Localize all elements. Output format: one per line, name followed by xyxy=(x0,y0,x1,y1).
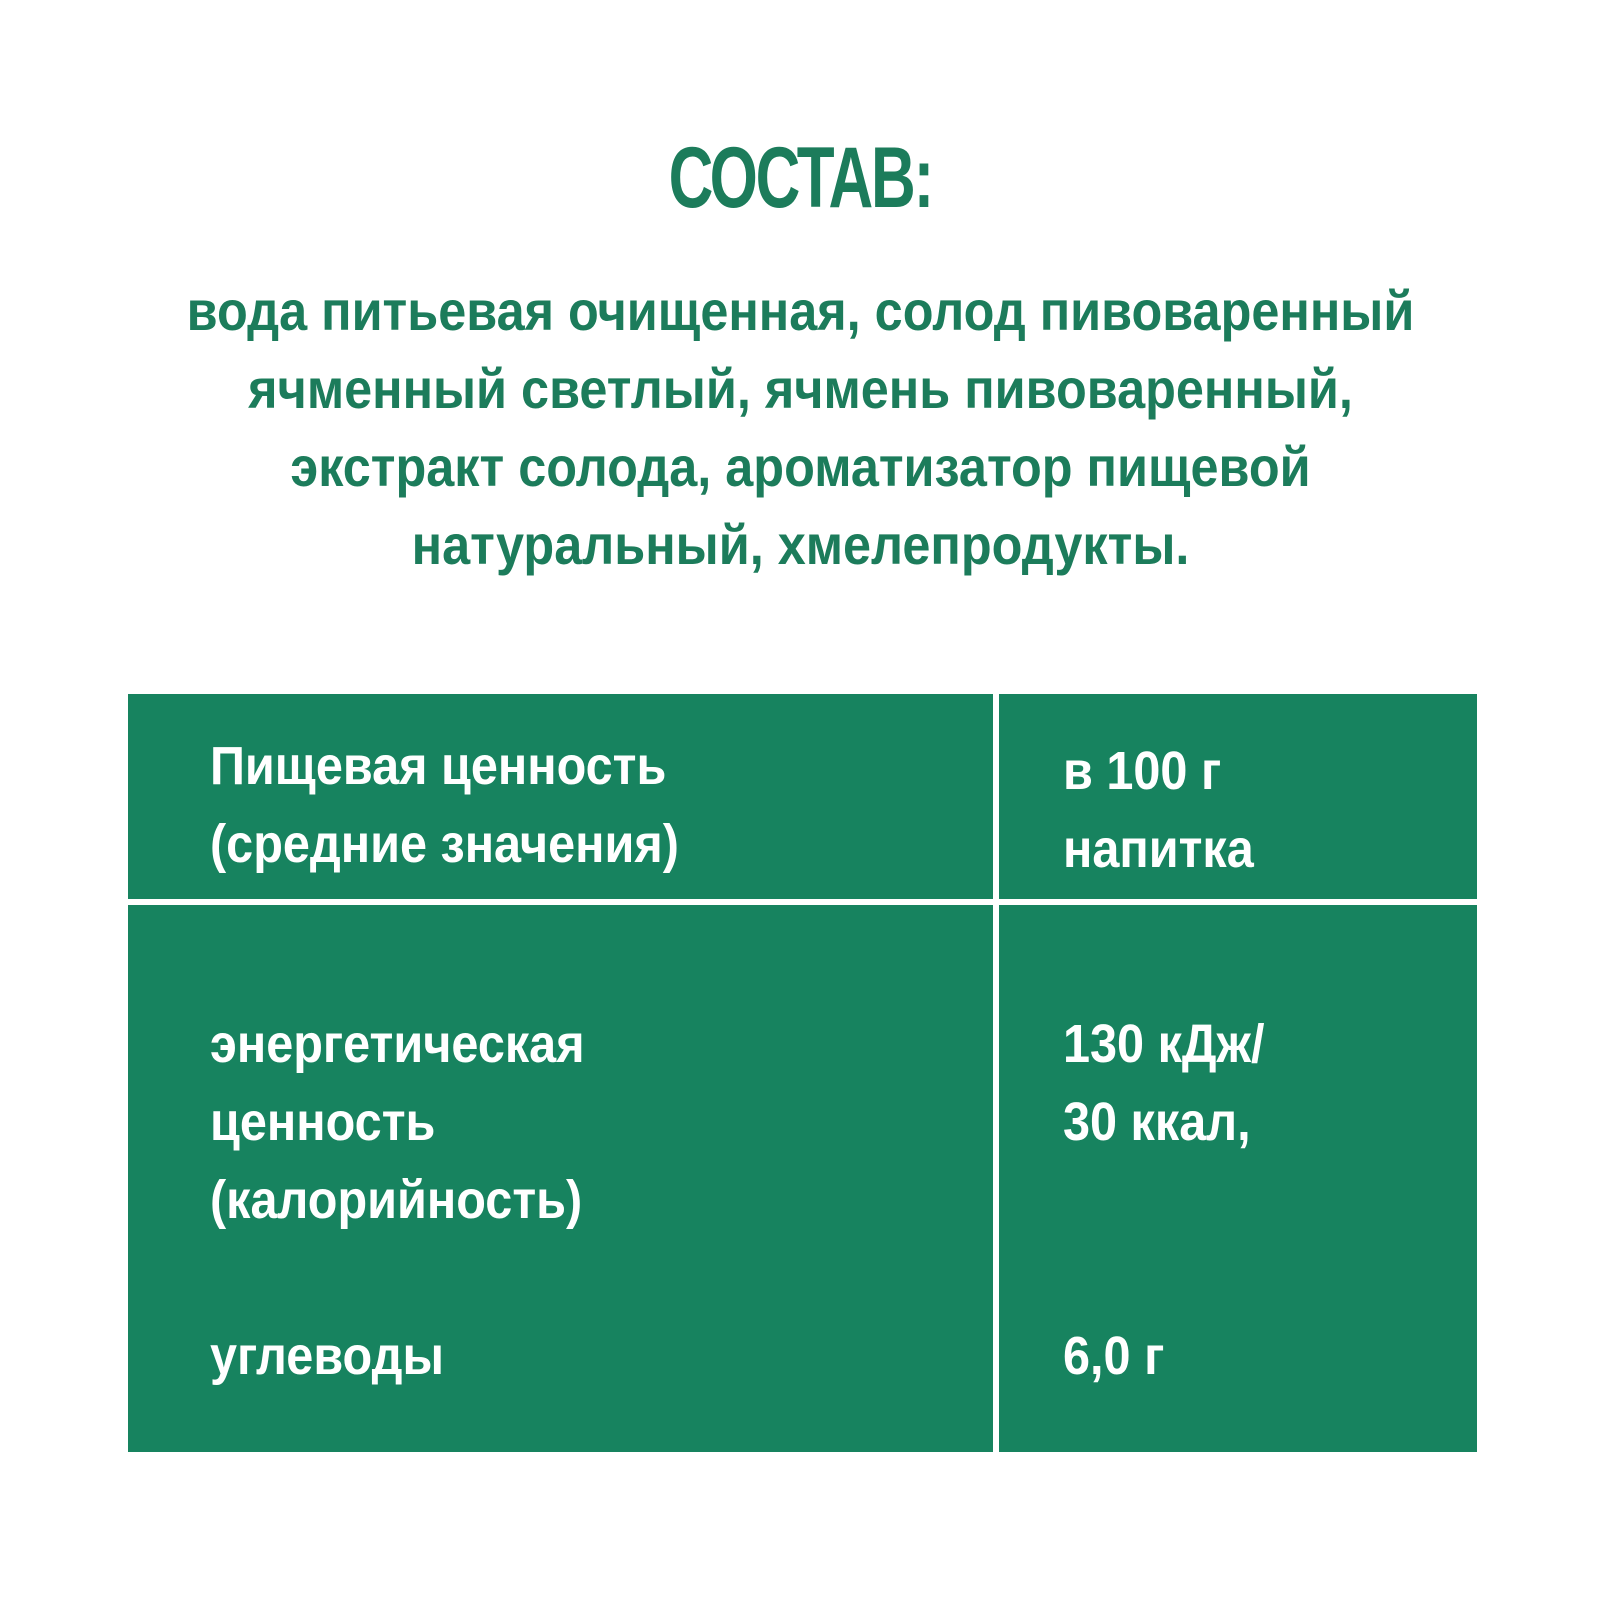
nutrition-table xyxy=(128,694,1477,1452)
row-spacer xyxy=(1063,1161,1477,1317)
composition-line: натуральный, хмелепродукты. xyxy=(411,513,1190,576)
page-title: СОСТАВ: xyxy=(668,130,933,226)
nutrient-name-carbs: углеводы xyxy=(210,1326,444,1386)
nutrient-value-energy: 130 кДж/ 30 ккал, xyxy=(1063,1014,1265,1152)
nutrient-value-carbs: 6,0 г xyxy=(1063,1326,1165,1386)
composition-line: вода питьевая очищенная, солод пивоваренный xyxy=(186,279,1415,342)
table-body-nutrients xyxy=(128,905,993,1452)
composition-line: экстракт солода, ароматизатор пищевой xyxy=(290,435,1311,498)
table-header-per-100g xyxy=(999,694,1477,899)
composition-text xyxy=(80,272,1521,584)
table-header-nutrient xyxy=(128,694,993,899)
table-header-per-100g-label: в 100 г напитка xyxy=(1063,741,1254,879)
composition-line: ячменный светлый, ячмень пивоваренный, xyxy=(248,357,1353,420)
table-body-values xyxy=(999,905,1477,1452)
nutrient-name-energy: энергетическая ценность (калорийность) xyxy=(210,1014,585,1230)
row-spacer xyxy=(210,1239,993,1317)
table-header-nutrient-label: Пищевая ценность (средние значения) xyxy=(210,736,679,874)
